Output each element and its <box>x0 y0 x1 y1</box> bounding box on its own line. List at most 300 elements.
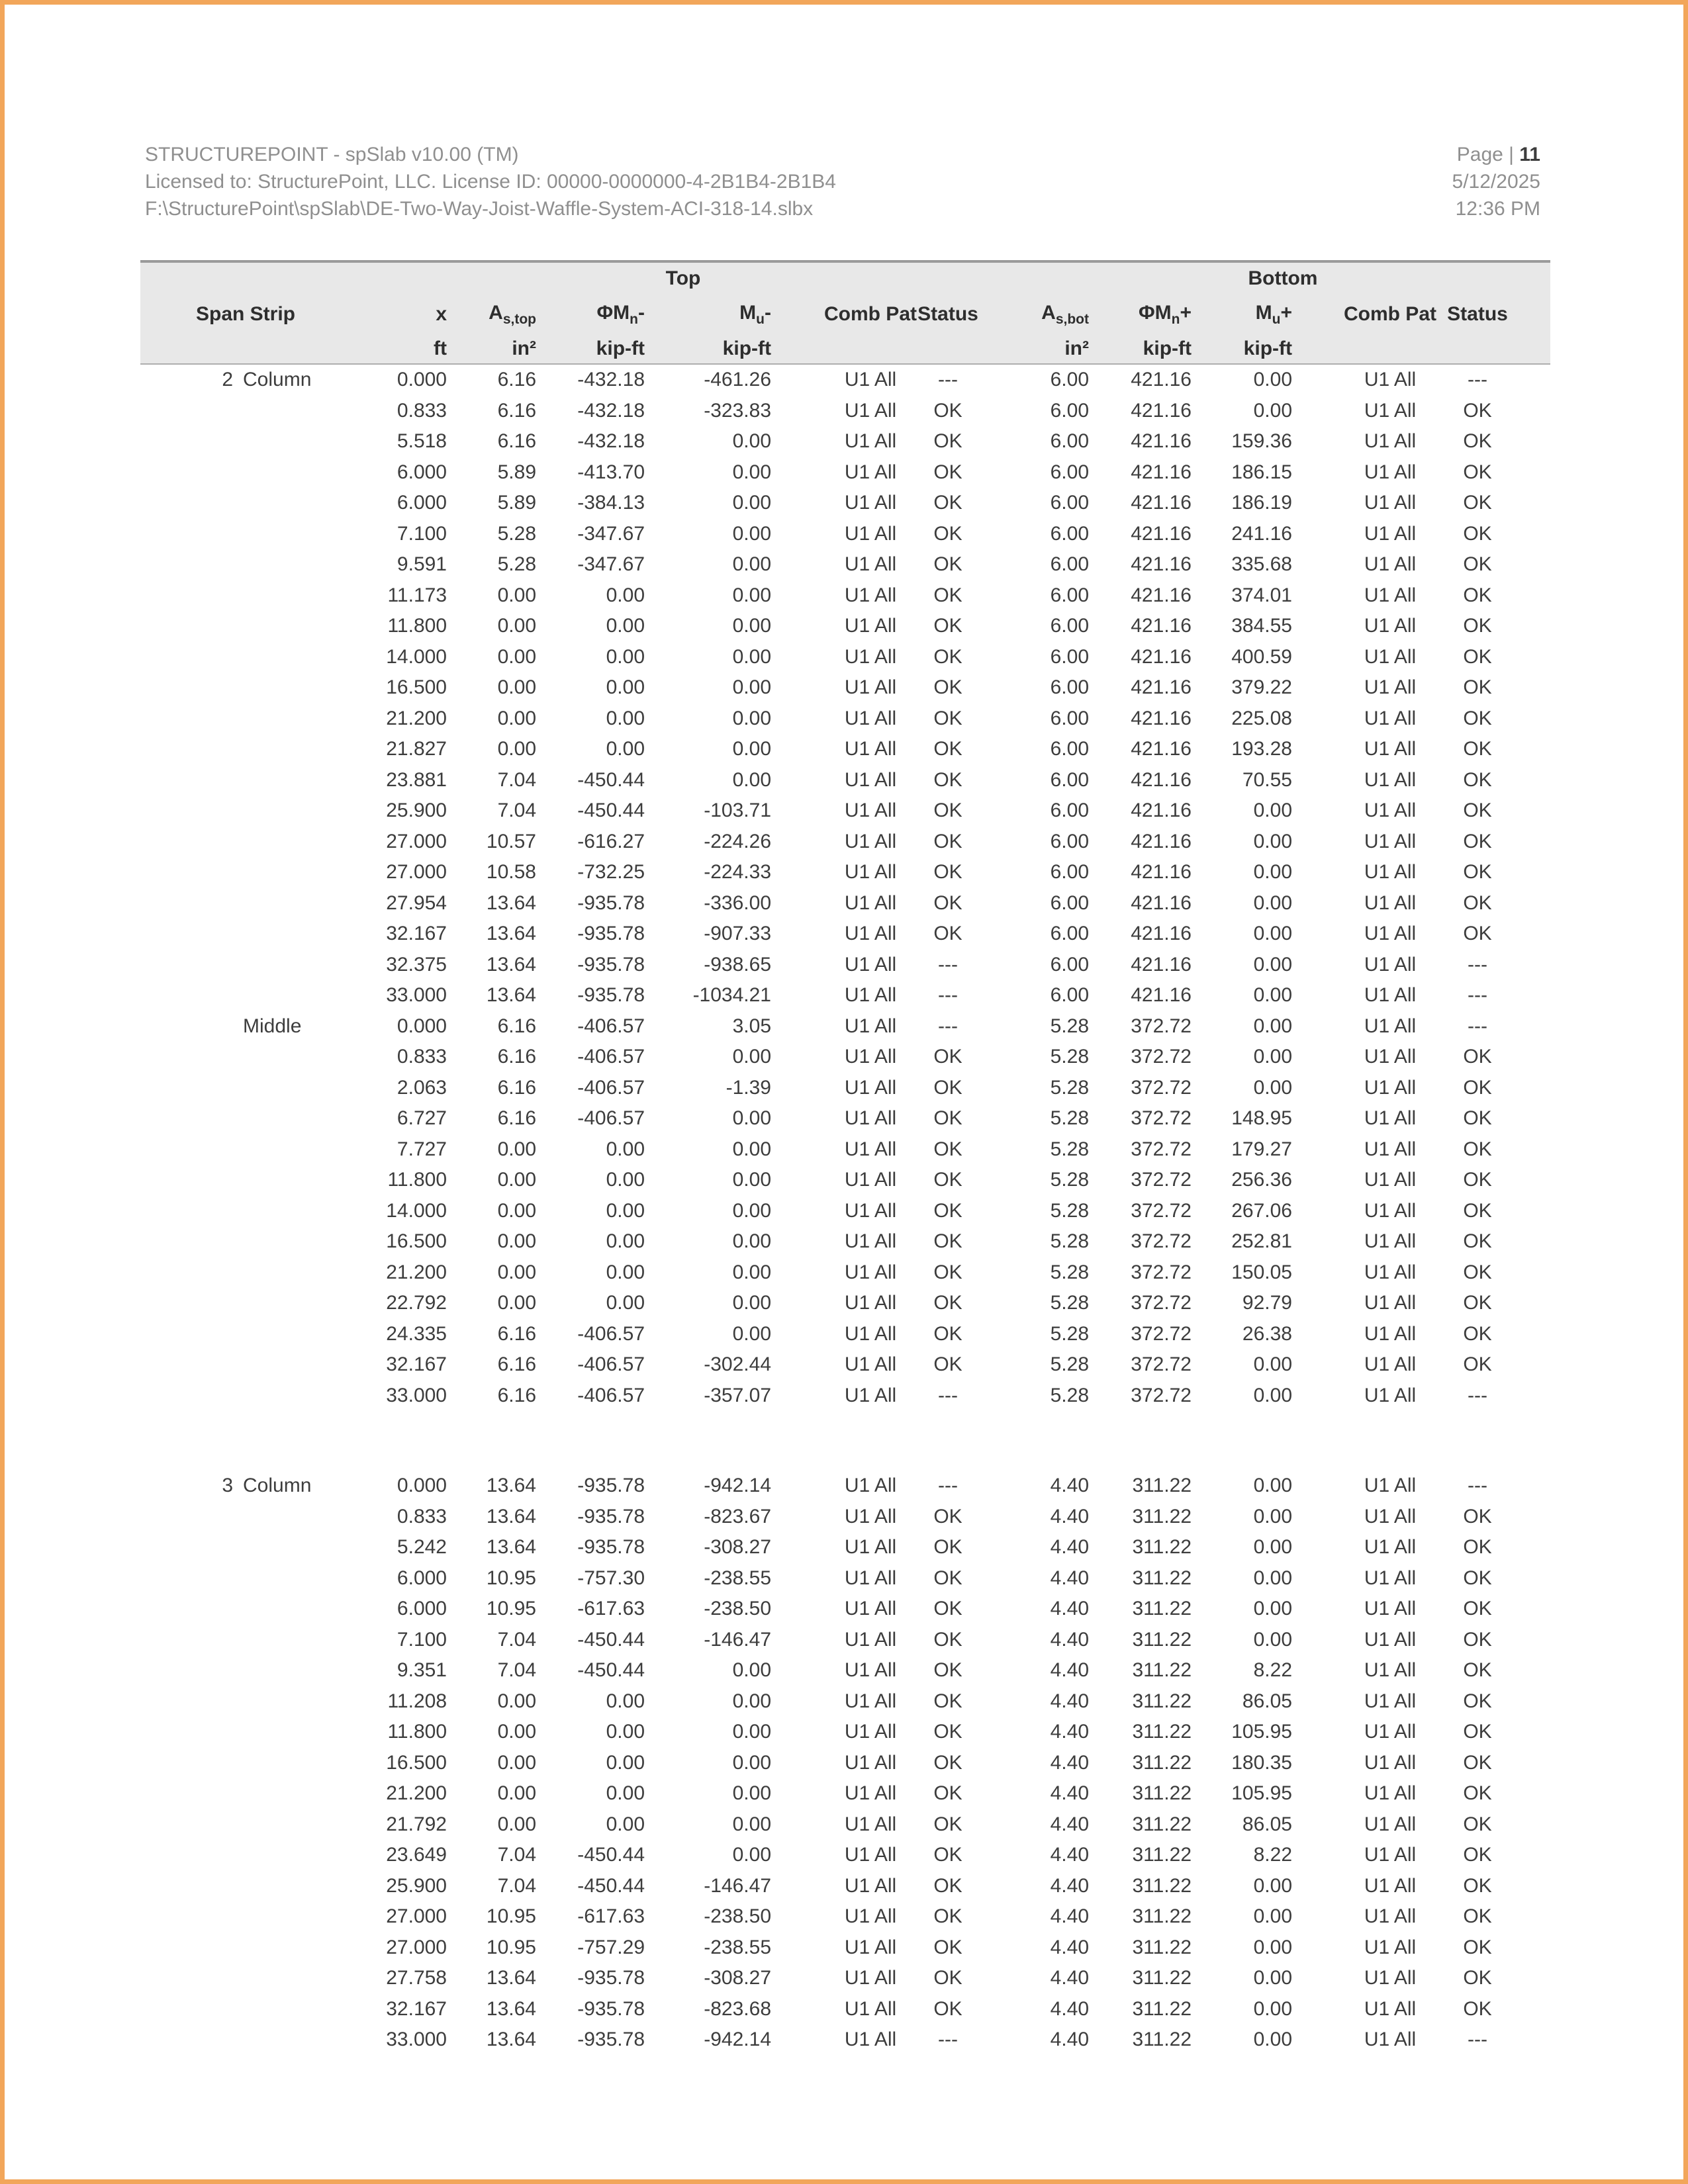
as-bot-cell: 4.40 <box>1050 1782 1089 1805</box>
mu-neg-cell: -238.50 <box>704 1905 771 1928</box>
status-top-cell: OK <box>933 1751 962 1774</box>
table-row <box>140 519 1550 550</box>
x-cell: 5.518 <box>397 430 447 453</box>
comb-pat-top-cell: U1 All <box>844 1107 897 1130</box>
mu-pos-cell: 186.15 <box>1231 461 1292 483</box>
table-row <box>140 1594 1550 1625</box>
comb-pat-top-cell: U1 All <box>844 1046 897 1068</box>
group-header-row <box>140 263 1550 295</box>
phimn-neg-cell: -935.78 <box>577 923 645 945</box>
table-row <box>140 765 1550 796</box>
comb-pat-top-cell: U1 All <box>844 1292 897 1314</box>
comb-pat-top-cell: U1 All <box>844 1721 897 1743</box>
comb-pat-bot-cell: U1 All <box>1364 645 1417 668</box>
as-top-cell: 6.16 <box>497 1322 536 1345</box>
license-line: Licensed to: StructurePoint, LLC. License ID: 00000-0000000-4-2B1B4-2B1B4 <box>145 171 836 193</box>
status-bot-cell: OK <box>1463 768 1492 791</box>
x-cell: 0.000 <box>397 369 447 391</box>
phimn-pos-cell: 372.72 <box>1131 1199 1192 1222</box>
status-bot-cell: OK <box>1463 522 1492 545</box>
table-row <box>140 1196 1550 1227</box>
phimn-pos-cell: 421.16 <box>1131 522 1192 545</box>
status-bot-cell: --- <box>1468 953 1487 976</box>
phimn-neg-cell: 0.00 <box>606 1751 645 1774</box>
comb-pat-top-cell: U1 All <box>844 522 897 545</box>
as-top-cell: 13.64 <box>486 1967 536 1989</box>
phimn-pos-cell: 421.16 <box>1131 953 1192 976</box>
mu-neg-cell: -308.27 <box>704 1967 771 1989</box>
phimn-neg-cell: 0.00 <box>606 584 645 606</box>
comb-pat-bot-cell: U1 All <box>1364 1567 1417 1589</box>
mu-pos-cell: 86.05 <box>1242 1813 1292 1835</box>
mu-neg-cell: 0.00 <box>732 615 771 637</box>
table-row <box>140 549 1550 580</box>
as-top-cell: 6.16 <box>497 369 536 391</box>
comb-pat-bot-cell: U1 All <box>1364 1322 1417 1345</box>
column-header-row <box>140 295 1550 334</box>
mu-neg-cell: -146.47 <box>704 1628 771 1651</box>
status-top-cell: OK <box>933 1997 962 2020</box>
table-row <box>140 1165 1550 1196</box>
comb-pat-top-cell: U1 All <box>844 584 897 606</box>
mu-pos-sub: u <box>1272 311 1281 327</box>
phimn-neg-cell: -450.44 <box>577 799 645 822</box>
as-bot-header <box>1016 302 1089 328</box>
as-bot-cell: 5.28 <box>1050 1138 1089 1160</box>
mu-neg-cell: 0.00 <box>732 1844 771 1866</box>
as-bot-cell: 5.28 <box>1050 1292 1089 1314</box>
status-bot-cell: --- <box>1468 369 1487 391</box>
phimn-neg-cell: -450.44 <box>577 1874 645 1897</box>
status-top-cell: OK <box>933 1505 962 1527</box>
as-top-cell: 5.89 <box>497 461 536 483</box>
x-units: ft <box>434 338 447 359</box>
phimn-pos-cell: 421.16 <box>1131 492 1192 514</box>
as-top-cell: 13.64 <box>486 1997 536 2020</box>
comb-pat-bot-cell: U1 All <box>1364 1199 1417 1222</box>
status-bot-cell: OK <box>1463 1230 1492 1253</box>
phimn-neg-cell: -432.18 <box>577 399 645 422</box>
as-top-cell: 6.16 <box>497 1107 536 1130</box>
comb-pat-bot-cell: U1 All <box>1364 1690 1417 1712</box>
phimn-pos-cell: 421.16 <box>1131 645 1192 668</box>
x-cell: 21.792 <box>386 1813 447 1835</box>
x-cell: 21.200 <box>386 707 447 729</box>
as-bot-cell: 5.28 <box>1050 1353 1089 1376</box>
table-row <box>140 1042 1550 1073</box>
phimn-neg-cell: -617.63 <box>577 1598 645 1620</box>
x-cell: 16.500 <box>386 1230 447 1253</box>
as-bot-cell: 6.00 <box>1050 984 1089 1007</box>
phimn-neg-cell: 0.00 <box>606 1690 645 1712</box>
as-top-cell: 13.64 <box>486 891 536 914</box>
mu-neg-cell: 0.00 <box>732 1659 771 1682</box>
mu-neg-cell: 0.00 <box>732 1046 771 1068</box>
status-top-cell: OK <box>933 645 962 668</box>
comb-pat-top-cell: U1 All <box>844 1169 897 1191</box>
status-bot-cell: OK <box>1463 492 1492 514</box>
phimn-neg-cell: -450.44 <box>577 768 645 791</box>
status-bot-cell: --- <box>1468 2028 1487 2051</box>
as-bot-cell: 4.40 <box>1050 1936 1089 1958</box>
strip-cell: Middle <box>243 1015 302 1037</box>
as-top-cell: 13.64 <box>486 923 536 945</box>
phimn-pos-cell: 421.16 <box>1131 369 1192 391</box>
as-top-cell: 0.00 <box>497 645 536 668</box>
as-top-cell: 10.95 <box>486 1936 536 1958</box>
mu-pos-cell: 0.00 <box>1253 1967 1292 1989</box>
phimn-neg-cell: 0.00 <box>606 676 645 699</box>
as-bot-cell: 5.28 <box>1050 1261 1089 1283</box>
phimn-neg-cell: 0.00 <box>606 1138 645 1160</box>
status-top-cell: OK <box>933 707 962 729</box>
comb-pat-top-cell: U1 All <box>844 1199 897 1222</box>
table-row <box>140 1933 1550 1964</box>
comb-pat-bot-cell: U1 All <box>1364 923 1417 945</box>
phimn-pos-cell: 421.16 <box>1131 768 1192 791</box>
x-cell: 23.649 <box>386 1844 447 1866</box>
phimn-neg-cell: -935.78 <box>577 1967 645 1989</box>
table-row <box>140 488 1550 519</box>
as-bot-cell: 4.40 <box>1050 1751 1089 1774</box>
phimn-pos-cell: 421.16 <box>1131 615 1192 637</box>
phimn-neg-cell: 0.00 <box>606 1230 645 1253</box>
table-header <box>140 260 1550 365</box>
status-top-cell: OK <box>933 1690 962 1712</box>
as-top-units: in² <box>512 338 536 359</box>
status-top-cell: OK <box>933 1905 962 1928</box>
table-row <box>140 1686 1550 1717</box>
comb-pat-bot-cell: U1 All <box>1364 830 1417 852</box>
as-top-cell: 6.16 <box>497 1046 536 1068</box>
mu-neg-cell: 0.00 <box>732 492 771 514</box>
as-bot-cell: 6.00 <box>1050 430 1089 453</box>
table-row <box>140 857 1550 888</box>
mu-pos-header <box>1192 302 1292 328</box>
as-top-cell: 0.00 <box>497 1261 536 1283</box>
comb-pat-bot-cell: U1 All <box>1364 1813 1417 1835</box>
mu-pos-cell: 241.16 <box>1231 522 1292 545</box>
status-top-cell: --- <box>938 984 958 1007</box>
phimn-pos-cell: 372.72 <box>1131 1107 1192 1130</box>
comb-pat-bot-cell: U1 All <box>1364 492 1417 514</box>
as-bot-cell: 5.28 <box>1050 1322 1089 1345</box>
x-cell: 0.833 <box>397 1046 447 1068</box>
phimn-pos-cell: 311.22 <box>1132 1721 1192 1743</box>
mu-neg-base: M <box>739 301 757 324</box>
phimn-pos-cell: 311.22 <box>1132 1690 1192 1712</box>
x-cell: 9.351 <box>397 1659 447 1682</box>
table-row <box>140 611 1550 642</box>
comb-pat-top-header: Comb Pat <box>823 303 917 325</box>
phimn-neg-cell: -935.78 <box>577 2028 645 2051</box>
table-row <box>140 1011 1550 1042</box>
table-row <box>140 1381 1550 1412</box>
as-bot-cell: 4.40 <box>1050 1475 1089 1497</box>
comb-pat-bot-cell: U1 All <box>1364 953 1417 976</box>
as-bot-cell: 4.40 <box>1050 1598 1089 1620</box>
x-cell: 16.500 <box>386 1751 447 1774</box>
mu-pos-cell: 150.05 <box>1231 1261 1292 1283</box>
comb-pat-bot-cell: U1 All <box>1364 1905 1417 1928</box>
as-top-cell: 0.00 <box>497 584 536 606</box>
comb-pat-top-cell: U1 All <box>844 1967 897 1989</box>
phimn-neg-cell: 0.00 <box>606 1721 645 1743</box>
as-bot-cell: 4.40 <box>1050 1813 1089 1835</box>
status-top-cell: OK <box>933 1782 962 1805</box>
as-top-cell: 7.04 <box>497 768 536 791</box>
mu-pos-cell: 0.00 <box>1253 1475 1292 1497</box>
status-bot-cell: OK <box>1463 1721 1492 1743</box>
as-bot-cell: 6.00 <box>1050 461 1089 483</box>
phimn-pos-cell: 421.16 <box>1131 923 1192 945</box>
x-cell: 32.375 <box>386 953 447 976</box>
as-bot-cell: 4.40 <box>1050 1505 1089 1527</box>
status-bot-cell: --- <box>1468 1384 1487 1406</box>
status-bot-cell: OK <box>1463 430 1492 453</box>
as-bot-cell: 5.28 <box>1050 1169 1089 1191</box>
mu-neg-cell: -323.83 <box>704 399 771 422</box>
phimn-neg-cell: -935.78 <box>577 1505 645 1527</box>
as-top-cell: 0.00 <box>497 738 536 760</box>
comb-pat-top-cell: U1 All <box>844 768 897 791</box>
mu-pos-cell: 225.08 <box>1231 707 1292 729</box>
x-cell: 32.167 <box>386 923 447 945</box>
mu-pos-cell: 86.05 <box>1242 1690 1292 1712</box>
phimn-neg-cell: -935.78 <box>577 1475 645 1497</box>
comb-pat-top-cell: U1 All <box>844 645 897 668</box>
phimn-neg-cell: -935.78 <box>577 953 645 976</box>
as-bot-cell: 5.28 <box>1050 1230 1089 1253</box>
status-top-cell: OK <box>933 399 962 422</box>
x-cell: 11.800 <box>387 615 447 637</box>
comb-pat-bot-header: Comb Pat <box>1343 303 1436 325</box>
span-cell: 2 <box>222 369 233 391</box>
phimn-neg-cell: 0.00 <box>606 1261 645 1283</box>
comb-pat-top-cell: U1 All <box>844 923 897 945</box>
table-row <box>140 1901 1550 1933</box>
mu-pos-cell: 335.68 <box>1231 553 1292 576</box>
table-row <box>140 796 1550 827</box>
status-top-cell: OK <box>933 1628 962 1651</box>
status-top-cell: OK <box>933 492 962 514</box>
comb-pat-top-cell: U1 All <box>844 1567 897 1589</box>
status-bot-cell: OK <box>1463 584 1492 606</box>
strip-cell: Column <box>243 369 312 391</box>
status-top-cell: OK <box>933 923 962 945</box>
phimn-neg-cell: -732.25 <box>577 861 645 884</box>
as-top-cell: 0.00 <box>497 1199 536 1222</box>
comb-pat-bot-cell: U1 All <box>1364 430 1417 453</box>
mu-neg-cell: -942.14 <box>704 2028 771 2051</box>
as-top-cell: 0.00 <box>497 1292 536 1314</box>
status-top-cell: OK <box>933 1967 962 1989</box>
as-top-header <box>447 302 536 328</box>
status-top-cell: OK <box>933 1844 962 1866</box>
mu-pos-cell: 105.95 <box>1231 1782 1292 1805</box>
table-row <box>140 919 1550 950</box>
mu-pos-cell: 8.22 <box>1253 1659 1292 1682</box>
report-meta-right <box>1452 141 1540 222</box>
comb-pat-bot-cell: U1 All <box>1364 522 1417 545</box>
app-title: STRUCTUREPOINT - spSlab v10.00 (TM) <box>145 144 519 165</box>
phimn-pos-cell: 421.16 <box>1131 676 1192 699</box>
mu-neg-cell: 0.00 <box>732 707 771 729</box>
comb-pat-bot-cell: U1 All <box>1364 1353 1417 1376</box>
as-top-cell: 5.28 <box>497 553 536 576</box>
as-top-cell: 13.64 <box>486 2028 536 2051</box>
status-bot-cell: OK <box>1463 1659 1492 1682</box>
status-bot-cell: OK <box>1463 707 1492 729</box>
mu-neg-cell: 0.00 <box>732 1751 771 1774</box>
as-bot-cell: 6.00 <box>1050 369 1089 391</box>
comb-pat-top-cell: U1 All <box>844 615 897 637</box>
as-bot-cell: 4.40 <box>1050 2028 1089 2051</box>
mu-neg-cell: -238.55 <box>704 1567 771 1589</box>
comb-pat-bot-cell: U1 All <box>1364 1015 1417 1037</box>
comb-pat-bot-cell: U1 All <box>1364 1598 1417 1620</box>
mu-neg-cell: -146.47 <box>704 1874 771 1897</box>
mu-neg-cell: 0.00 <box>732 1261 771 1283</box>
comb-pat-bot-cell: U1 All <box>1364 1628 1417 1651</box>
as-bot-cell: 5.28 <box>1050 1046 1089 1068</box>
mu-pos-cell: 179.27 <box>1231 1138 1292 1160</box>
table-row <box>140 1994 1550 2025</box>
phimn-pos-cell: 372.72 <box>1131 1230 1192 1253</box>
status-top-cell: OK <box>933 1292 962 1314</box>
comb-pat-top-cell: U1 All <box>844 1690 897 1712</box>
status-bot-cell: OK <box>1463 1261 1492 1283</box>
comb-pat-bot-cell: U1 All <box>1364 584 1417 606</box>
as-top-cell: 6.16 <box>497 399 536 422</box>
phimn-pos-cell: 311.22 <box>1132 1659 1192 1682</box>
status-top-cell: OK <box>933 584 962 606</box>
comb-pat-bot-cell: U1 All <box>1364 1936 1417 1958</box>
x-cell: 21.200 <box>386 1782 447 1805</box>
mu-pos-cell: 0.00 <box>1253 1997 1292 2020</box>
table-row <box>140 1349 1550 1381</box>
as-top-cell: 10.57 <box>486 830 536 852</box>
as-bot-cell: 6.00 <box>1050 768 1089 791</box>
as-top-cell: 0.00 <box>497 1138 536 1160</box>
mu-pos-cell: 0.00 <box>1253 1567 1292 1589</box>
mu-neg-cell: -238.55 <box>704 1936 771 1958</box>
mu-neg-cell: 0.00 <box>732 430 771 453</box>
mu-neg-cell: -907.33 <box>704 923 771 945</box>
x-cell: 2.063 <box>397 1076 447 1099</box>
as-top-cell: 13.64 <box>486 1536 536 1559</box>
as-bot-cell: 6.00 <box>1050 522 1089 545</box>
table-row <box>140 1319 1550 1350</box>
x-cell: 27.000 <box>386 861 447 884</box>
phimn-neg-cell: -450.44 <box>577 1844 645 1866</box>
as-bot-cell: 4.40 <box>1050 1997 1089 2020</box>
mu-neg-cell: 0.00 <box>732 1292 771 1314</box>
comb-pat-top-cell: U1 All <box>844 1997 897 2020</box>
x-cell: 25.900 <box>386 799 447 822</box>
status-top-cell: OK <box>933 1046 962 1068</box>
phimn-pos-cell: 372.72 <box>1131 1353 1192 1376</box>
phimn-pos-cell: 421.16 <box>1131 799 1192 822</box>
status-top-cell: OK <box>933 461 962 483</box>
mu-neg-cell: 0.00 <box>732 676 771 699</box>
phimn-neg-cell: 0.00 <box>606 1292 645 1314</box>
mu-pos-cell: 186.19 <box>1231 492 1292 514</box>
as-top-cell: 0.00 <box>497 1782 536 1805</box>
comb-pat-top-cell: U1 All <box>844 799 897 822</box>
mu-neg-cell: -938.65 <box>704 953 771 976</box>
status-bot-cell: OK <box>1463 1567 1492 1589</box>
status-top-cell: OK <box>933 738 962 760</box>
mu-pos-cell: 400.59 <box>1231 645 1292 668</box>
phimn-neg-cell: -432.18 <box>577 430 645 453</box>
comb-pat-top-cell: U1 All <box>844 1751 897 1774</box>
comb-pat-bot-cell: U1 All <box>1364 1076 1417 1099</box>
mu-neg-cell: 3.05 <box>732 1015 771 1037</box>
mu-neg-cell: -823.67 <box>704 1505 771 1527</box>
status-bot-cell: OK <box>1463 830 1492 852</box>
mu-pos-cell: 0.00 <box>1253 2028 1292 2051</box>
phimn-pos-cell: 372.72 <box>1131 1076 1192 1099</box>
comb-pat-top-cell: U1 All <box>844 738 897 760</box>
phimn-neg-cell: -450.44 <box>577 1628 645 1651</box>
phimn-neg-cell: 0.00 <box>606 645 645 668</box>
comb-pat-bot-cell: U1 All <box>1364 738 1417 760</box>
comb-pat-top-cell: U1 All <box>844 1261 897 1283</box>
status-top-cell: OK <box>933 1076 962 1099</box>
comb-pat-top-cell: U1 All <box>844 830 897 852</box>
comb-pat-bot-cell: U1 All <box>1364 1659 1417 1682</box>
mu-pos-cell: 0.00 <box>1253 830 1292 852</box>
status-top-cell: --- <box>938 1015 958 1037</box>
phimn-pos-suffix: + <box>1180 301 1192 324</box>
status-bot-cell: OK <box>1463 645 1492 668</box>
phimn-neg-cell: -935.78 <box>577 1536 645 1559</box>
status-bot-cell: --- <box>1468 1475 1487 1497</box>
mu-pos-cell: 193.28 <box>1231 738 1292 760</box>
x-header: x <box>436 303 447 325</box>
mu-pos-cell: 0.00 <box>1253 953 1292 976</box>
table-row <box>140 2025 1550 2056</box>
x-cell: 9.591 <box>397 553 447 576</box>
comb-pat-top-cell: U1 All <box>844 430 897 453</box>
phimn-neg-base: ΦM <box>596 301 630 324</box>
mu-pos-cell: 256.36 <box>1231 1169 1292 1191</box>
comb-pat-top-cell: U1 All <box>844 1353 897 1376</box>
mu-pos-cell: 0.00 <box>1253 799 1292 822</box>
table-row <box>140 426 1550 457</box>
status-bot-cell: OK <box>1463 1844 1492 1866</box>
table-row <box>140 1778 1550 1809</box>
table-row <box>140 827 1550 858</box>
as-bot-cell: 5.28 <box>1050 1384 1089 1406</box>
status-top-cell: OK <box>933 1199 962 1222</box>
mu-neg-cell: 0.00 <box>732 645 771 668</box>
mu-neg-cell: 0.00 <box>732 1138 771 1160</box>
comb-pat-top-cell: U1 All <box>844 492 897 514</box>
as-bot-cell: 6.00 <box>1050 399 1089 422</box>
status-top-cell: OK <box>933 768 962 791</box>
phimn-pos-cell: 311.22 <box>1132 1813 1192 1835</box>
x-cell: 14.000 <box>386 1199 447 1222</box>
mu-pos-cell: 0.00 <box>1253 1628 1292 1651</box>
mu-neg-cell: -1.39 <box>726 1076 771 1099</box>
x-cell: 23.881 <box>386 768 447 791</box>
page-label: Page | <box>1456 144 1520 165</box>
mu-neg-header <box>645 302 771 328</box>
x-cell: 11.173 <box>387 584 447 606</box>
phimn-pos-cell: 311.22 <box>1132 1536 1192 1559</box>
